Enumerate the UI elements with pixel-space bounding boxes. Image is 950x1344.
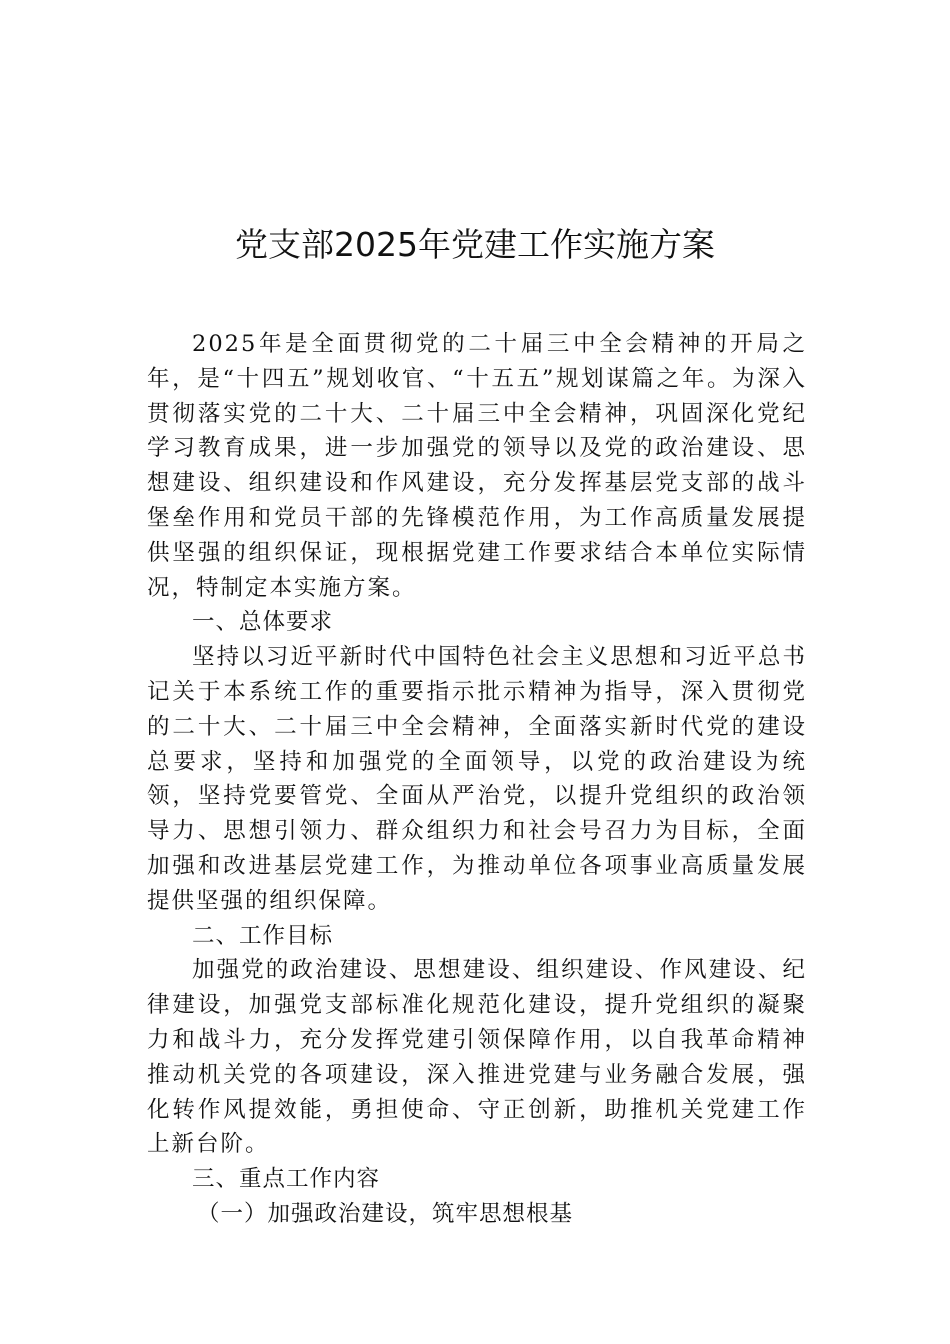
section-heading-work-goals: 二、工作目标 (192, 922, 334, 949)
section-heading-general-requirements: 一、总体要求 (192, 609, 334, 636)
document-body (147, 327, 807, 1232)
section-paragraph-general-requirements: 坚持以习近平新时代中国特色社会主义思想和习近平总书记关于本系统工作的重要指示批示精神为指导，深入贯彻党的二十大、二十届三中全会精神，全面落实新时代党的建设总要求，坚持和加强党的全面领导，以党的政治建设为统领，坚持党要管党、全面从严治党，以提升党组织的政治领导力、思想引领力、群众组织力和社会号召力为目标，全面加强和改进基层党建工作，为推动单位各项事业高质量发展提供坚强的组织保障。 (147, 644, 807, 914)
intro-paragraph: 2025年是全面贯彻党的二十届三中全会精神的开局之年，是“十四五”规划收官、“十五五”规划谋篇之年。为深入贯彻落实党的二十大、二十届三中全会精神，巩固深化党纪学习教育成果，进一步加强党的领导以及党的政治建设、思想建设、组织建设和作风建设，充分发挥基层党支部的战斗堡垒作用和党员干部的先锋模范作用，为工作高质量发展提供坚强的组织保证，现根据党建工作要求结合本单位实际情况，特制定本实施方案。 (147, 331, 807, 601)
document-title: 党支部2025年党建工作实施方案 (235, 225, 715, 265)
section-heading-key-work: 三、重点工作内容 (192, 1166, 381, 1193)
subsection-heading-political-building: （一）加强政治建设，筑牢思想根基 (197, 1200, 574, 1227)
section-paragraph-work-goals: 加强党的政治建设、思想建设、组织建设、作风建设、纪律建设，加强党支部标准化规范化建设，提升党组织的凝聚力和战斗力，充分发挥党建引领保障作用，以自我革命精神推动机关党的各项建设，深入推进党建与业务融合发展，强化转作风提效能，勇担使命、守正创新，助推机关党建工作上新台阶。 (147, 957, 807, 1158)
